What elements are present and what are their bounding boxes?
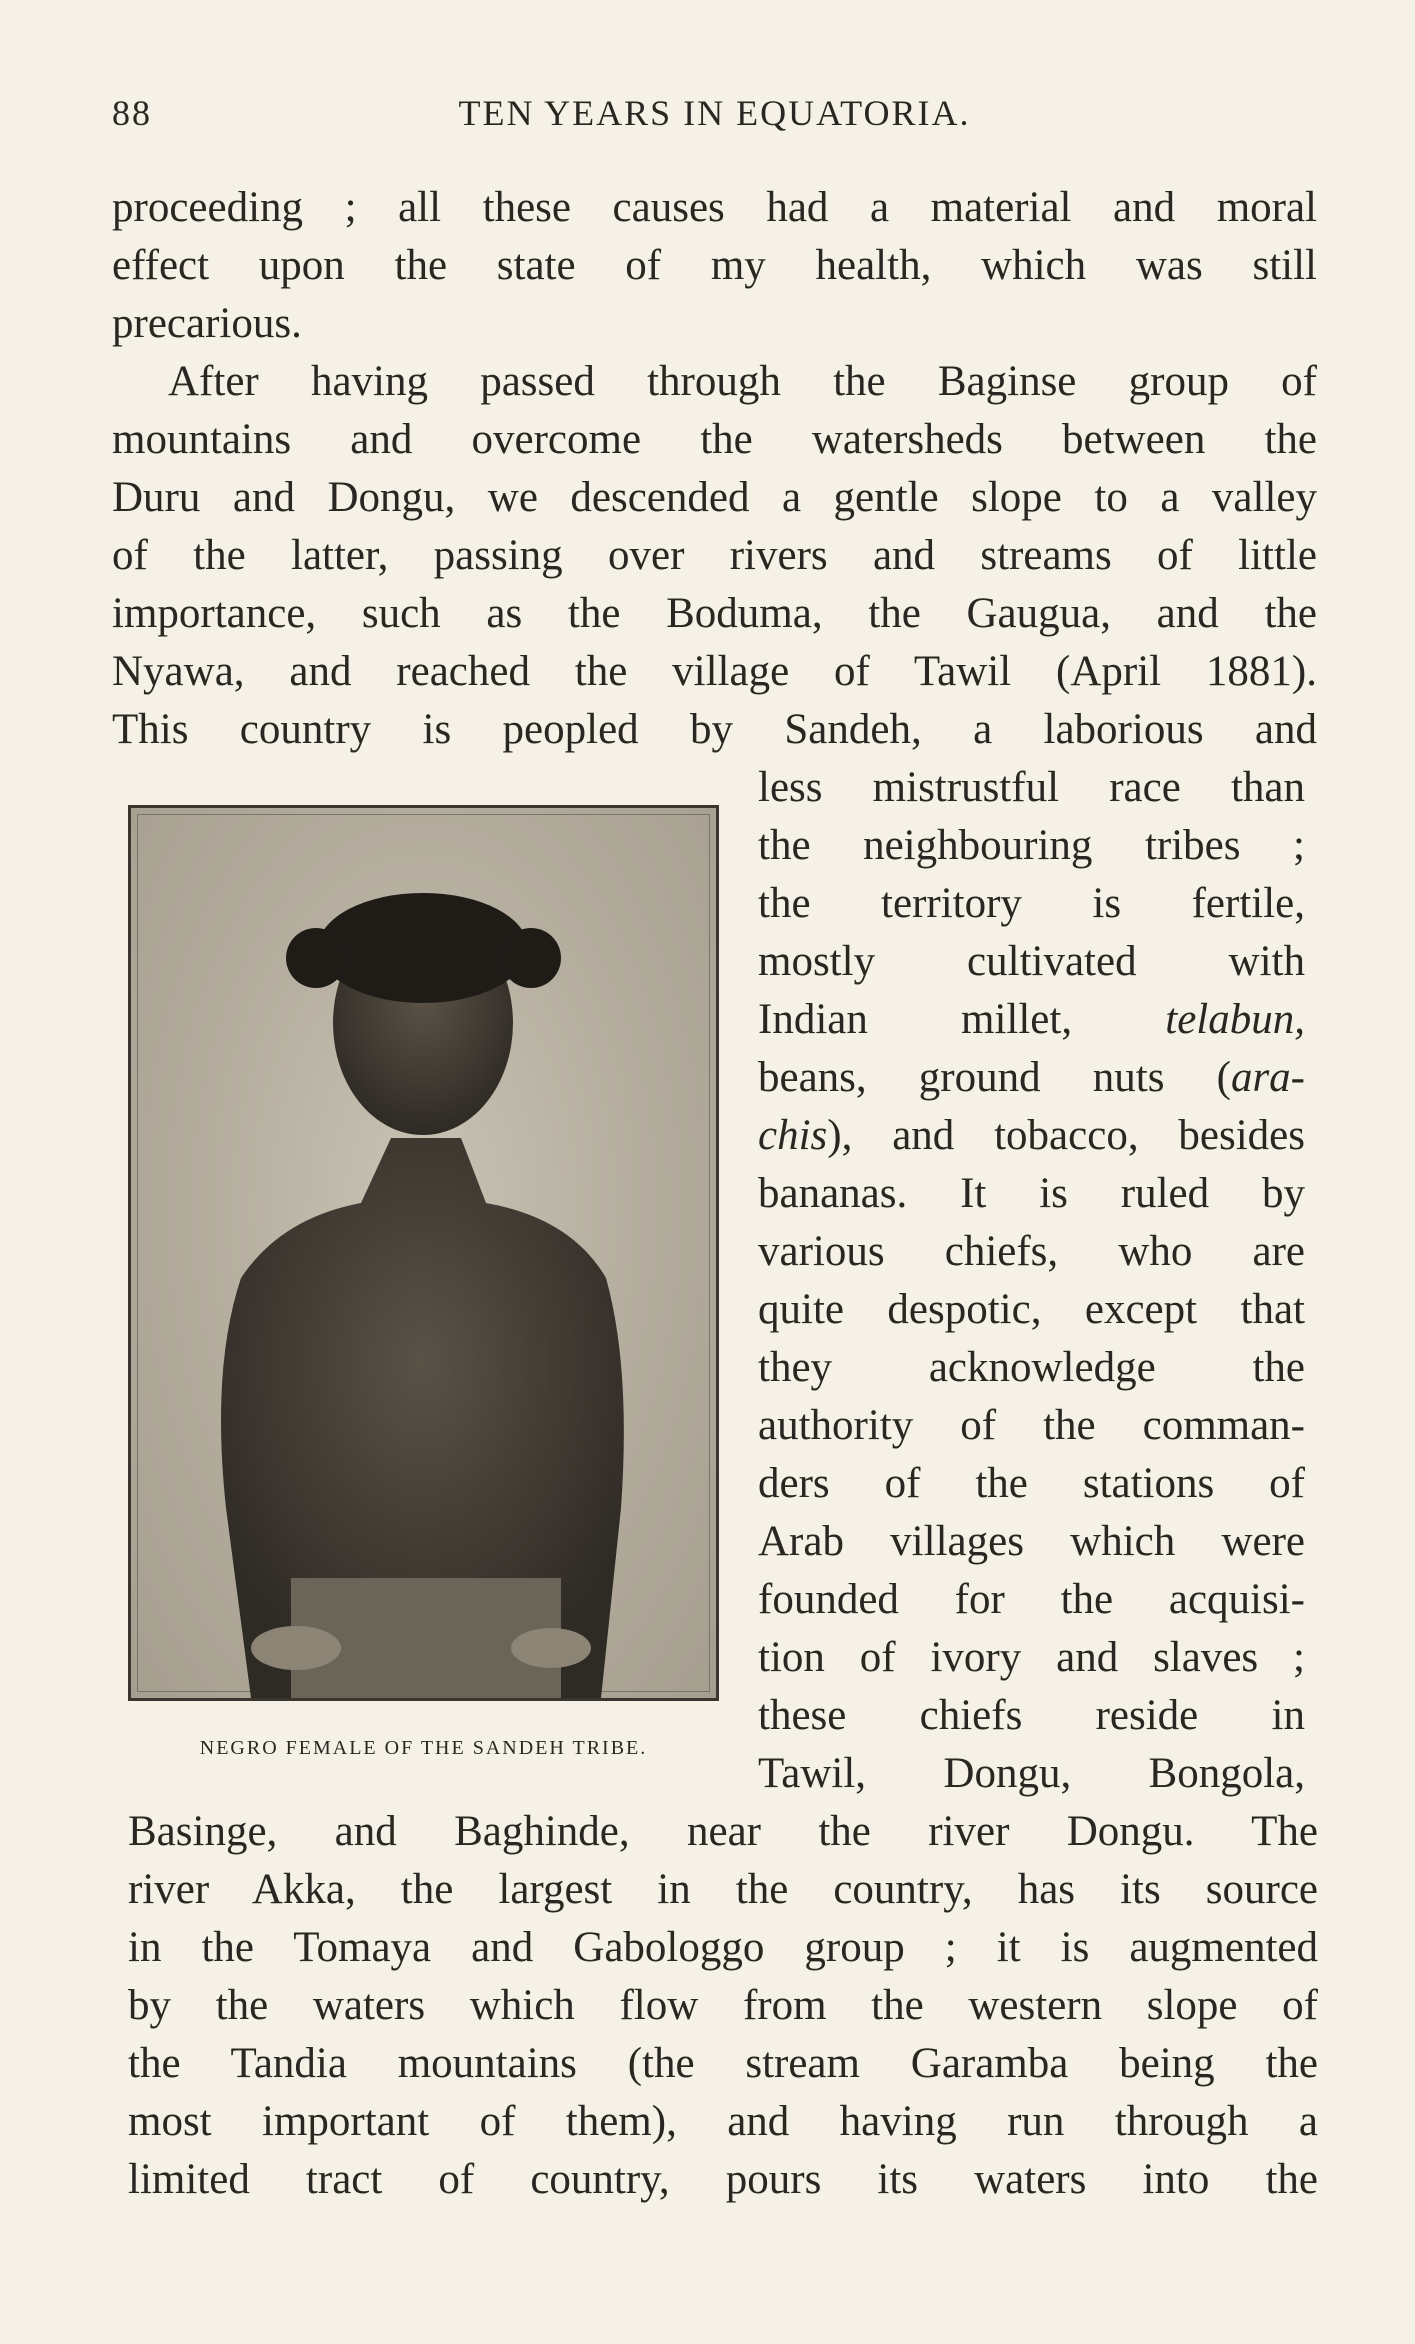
text-line: the neighbouring tribes ; [758,822,1305,869]
running-title: TEN YEARS IN EQUATORIA. [458,93,971,133]
text-line: proceeding ; all these causes had a material and moral [112,184,1317,231]
text-line: Nyawa, and reached the village of Tawil (April 1881). [112,648,1317,695]
paragraph-1 [112,179,1317,353]
text-line: founded for the acquisi- [758,1576,1305,1623]
text-line: Duru and Dongu, we descended a gentle slope to a valley [112,474,1317,521]
text-line: by the waters which flow from the western slope of [128,1982,1318,2029]
text-line: After having passed through the Baginse group of [168,358,1317,405]
text-line: effect upon the state of my health, which was still [112,242,1317,289]
text-line: ders of the stations of [758,1460,1305,1507]
text-line: the territory is fertile, [758,880,1305,927]
text-line: quite despotic, except that [758,1286,1305,1333]
text-line: Arab villages which were [758,1518,1305,1565]
italic-term: ara- [1230,1054,1305,1101]
text-line: various chiefs, who are [758,1228,1305,1275]
text-line: in the Tomaya and Gabologgo group ; it is augmented [128,1924,1318,1971]
text-line: river Akka, the largest in the country, has its source [128,1866,1318,1913]
portrait-silhouette [131,808,716,1698]
text-line: less mistrustful race than [758,764,1305,811]
text-line: precarious. [112,300,302,347]
text-line [758,1049,1305,1107]
text-line: these chiefs reside in [758,1692,1305,1739]
text-fragment: ), and tobacco, besides [827,1112,1305,1159]
text-line: of the latter, passing over rivers and streams of little [112,532,1317,579]
text-line: mountains and overcome the watersheds between the [112,416,1317,463]
figure-caption: NEGRO FEMALE OF THE SANDEH TRIBE. [199,1737,648,1759]
page-number: 88 [112,93,152,133]
text-line: Tawil, Dongu, Bongola, [758,1750,1305,1797]
sandeh-woman-photograph [128,805,719,1701]
text-line: This country is peopled by Sandeh, a laborious and [112,706,1317,753]
text-line: tion of ivory and slaves ; [758,1634,1305,1681]
text-line [758,991,1305,1049]
text-line: the Tandia mountains (the stream Garamba being the [128,2040,1318,2087]
text-line: most important of them), and having run through a [128,2098,1318,2145]
text-line: limited tract of country, pours its waters into the [128,2156,1318,2203]
text-line: they acknowledge the [758,1344,1305,1391]
text-line: importance, such as the Boduma, the Gaugua, and the [112,590,1317,637]
column-paragraph [758,759,1305,1803]
text-line [758,1107,1305,1165]
italic-term: chis [758,1112,828,1159]
italic-term: telabun, [1165,996,1305,1043]
text-line: bananas. It is ruled by [758,1170,1305,1217]
text-fragment: Indian millet, [758,996,1166,1043]
text-line: mostly cultivated with [758,938,1305,985]
paragraph-4 [128,1803,1318,2209]
running-header [112,92,1317,136]
text-line: authority of the comman- [758,1402,1305,1449]
text-fragment: beans, ground nuts ( [758,1054,1231,1101]
text-line: Basinge, and Baghinde, near the river Dongu. The [128,1808,1318,1855]
paragraph-2 [112,353,1317,759]
